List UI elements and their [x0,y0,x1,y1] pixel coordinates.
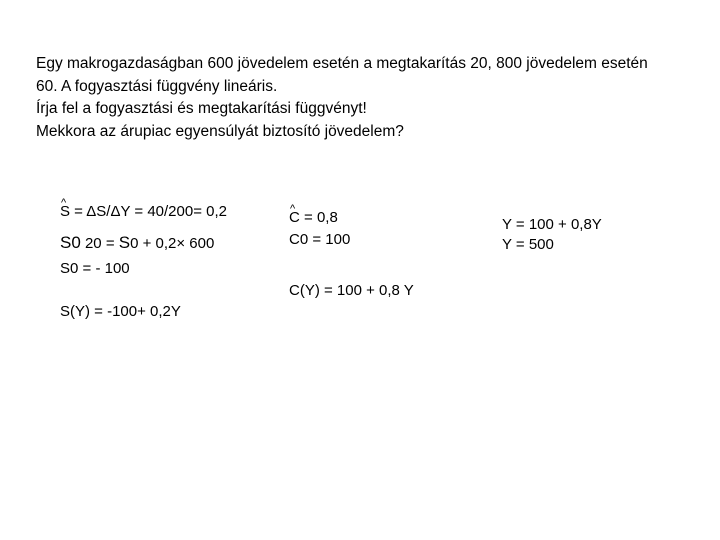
marginal-consumption-formula [289,209,338,227]
problem-line-3: Írja fel a fogyasztási és megtakarítási függvényt! [36,100,367,117]
s0-part-d: 0 + 0,2× 600 [130,235,215,252]
problem-statement [36,53,696,143]
c0-value: C0 = 100 [289,231,351,248]
c-hat-symbol: ^ C [289,209,300,227]
saving-function: S(Y) = -100+ 0,2Y [60,303,181,320]
marginal-saving-rest: = ΔS/ΔY = 40/200= 0,2 [70,203,227,220]
s0-part-b: 20 = [80,235,119,252]
problem-line-2: 60. A fogyasztási függvény lineáris. [36,77,278,95]
problem-line-1: Egy makrogazdaságban 600 jövedelem esetén a megtakarítás 20, 800 jövedelem esetén [36,55,648,72]
equilibrium-equation: Y = 100 + 0,8Y [502,216,602,233]
s0-equation [60,234,214,253]
marginal-saving-formula [60,203,227,221]
s0-value: S0 = - 100 [60,260,130,277]
problem-line-4: Mekkora az árupiac egyensúlyát biztosító jövedelem? [36,122,404,140]
equilibrium-result: Y = 500 [502,236,554,253]
s-hat-symbol: ^ S [60,203,70,221]
s0-part-a: S0 [60,233,81,252]
marginal-consumption-rest: = 0,8 [299,209,338,226]
s0-part-c: S [118,233,131,252]
consumption-function: C(Y) = 100 + 0,8 Y [289,282,414,299]
